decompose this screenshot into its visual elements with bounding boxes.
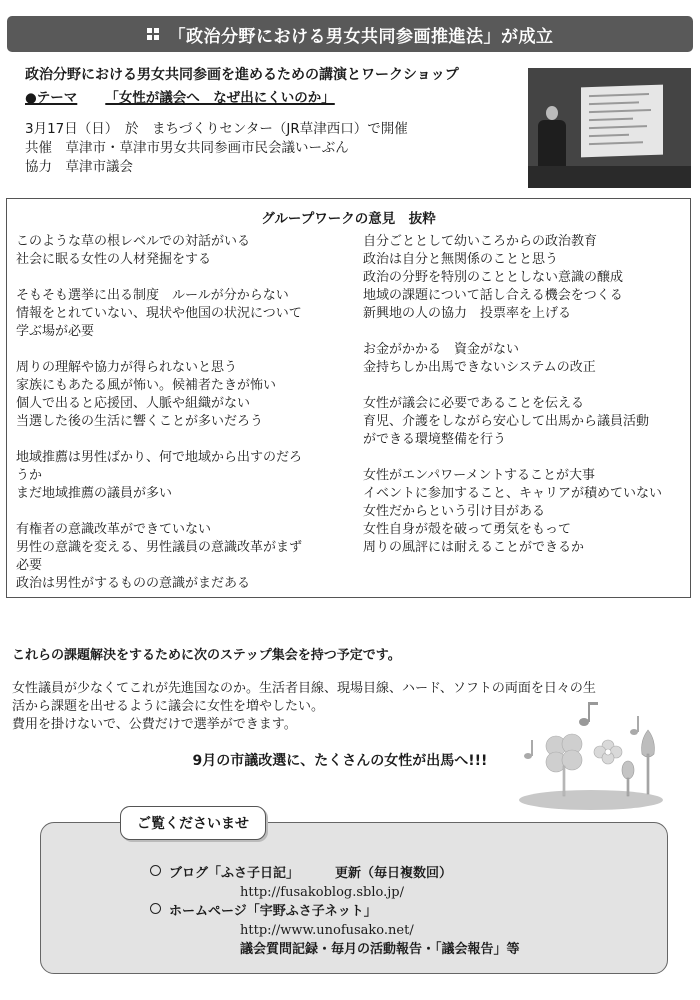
circle-bullet-icon [150, 903, 161, 914]
group-work-right-column [363, 233, 688, 575]
plan-line: 女性議員が少なくてこれが先進国なのか。生活者目線、現場目線、ハード、ソフトの両面を日々の生 [12, 681, 596, 696]
homepage-line [150, 902, 520, 921]
music-note-icon [579, 702, 598, 726]
homepage-contents: 議会質問記録・毎月の活動報告・「議会報告」等 [240, 942, 520, 957]
opinion-line: 育児、介護をしながら安心して出馬から議員活動 [363, 414, 650, 429]
opinion-line: 地域の課題について話し合える機会をつくる [363, 288, 623, 303]
opinion-line: このような草の根レベルでの対話がいる [16, 234, 251, 249]
homepage-url-link[interactable]: http://www.unofusako.net/ [240, 923, 414, 938]
opinion-group [16, 359, 351, 431]
opinion-line: ができる環境整備を行う [363, 432, 507, 447]
opinion-line: イベントに参加すること、キャリアが積めていない [363, 486, 663, 501]
event-subtitle: 政治分野における男女共同参画を進めるための講演とワークショップ [25, 67, 459, 83]
event-details [25, 120, 515, 177]
opinion-line: 女性がエンパワーメントすることが大事 [363, 468, 596, 483]
page-title-bar [7, 16, 693, 52]
music-note-icon [524, 740, 533, 759]
speaker-figure [546, 106, 558, 120]
opinion-line: 社会に眠る女性の人材発掘をする [16, 252, 212, 267]
event-cohost: 共催 草津市・草津市男女共同参画市民会議いーぶん [25, 140, 349, 156]
opinion-line: 周りの理解や協力が得られないと思う [16, 360, 238, 375]
opinion-group [16, 521, 351, 593]
opinion-line: 政治は自分と無関係のことと思う [363, 252, 559, 267]
opinion-line: 女性だからという引け目がある [363, 504, 546, 519]
blog-update: 更新（毎日複数回） [335, 866, 453, 881]
opinion-line: 当選した後の生活に響くことが多いだろう [16, 414, 264, 429]
opinion-line: 周りの風評には耐えることができるか [363, 540, 585, 555]
event-intro [25, 66, 515, 177]
group-work-title: グループワークの意見 抜粋 [261, 211, 436, 227]
opinion-line: そもそも選挙に出る制度 ルールが分からない [16, 288, 289, 303]
tulip-icon [642, 730, 655, 794]
blog-label: ブログ「ふさ子日記」 [169, 866, 300, 881]
plan-line: 活から課題を出せるように議会に女性を増やしたい。 [12, 699, 325, 714]
opinion-line: 必要 [16, 558, 43, 573]
election-announcement: 9月の市議改選に、たくさんの女性が出馬へ!!! [192, 753, 488, 769]
grid-icon [147, 28, 159, 40]
event-date-venue: 3月17日（日） 於 まちづくりセンター（JR草津西口）で開催 [25, 121, 408, 137]
contact-label: ご覧くださいませ [120, 806, 266, 840]
homepage-label: ホームページ「宇野ふさ子ネット」 [169, 904, 377, 919]
bud-icon [622, 761, 634, 796]
opinion-line: お金がかかる 資金がない [363, 342, 520, 357]
flower-music-illustration [516, 696, 666, 812]
opinion-group [363, 341, 688, 377]
opinion-line: 家族にもあたる風が怖い。候補者たきが怖い [16, 378, 277, 393]
opinion-line: 政治は男性がするものの意識がまだある [16, 576, 251, 591]
opinion-line: うか [16, 468, 43, 483]
opinion-line: 学ぶ場が必要 [16, 324, 95, 339]
opinion-line: 女性自身が殻を破って勇気をもって [363, 522, 572, 537]
contact-info [150, 864, 520, 959]
opinion-line: 地域推薦は男性ばかり、何で地域から出すのだろ [16, 450, 303, 465]
opinion-line: 男性の意識を変える、男性議員の意識改革がまず [16, 540, 303, 555]
projector-screen [581, 85, 663, 158]
lecture-photo [528, 68, 691, 188]
opinion-group [363, 467, 688, 557]
theme-text: 「女性が議会へ なぜ出にくいのか」 [105, 90, 335, 106]
opinion-group [363, 233, 688, 323]
opinion-group [16, 287, 351, 341]
blog-url-link[interactable]: http://fusakoblog.sblo.jp/ [240, 885, 404, 900]
group-work-box [6, 198, 691, 598]
group-work-left-column [16, 233, 351, 611]
opinion-line: 女性が議会に必要であることを伝える [363, 396, 585, 411]
flower-icon [594, 740, 622, 764]
event-cooperation: 協力 草津市議会 [25, 159, 133, 175]
plan-heading: これらの課題解決をするために次のステップ集会を持つ予定です。 [12, 648, 401, 663]
opinion-line: 新興地の人の協力 投票率を上げる [363, 306, 572, 321]
blog-line [150, 864, 520, 883]
page-title: 「政治分野における男女共同参画推進法」が成立 [168, 26, 554, 47]
opinion-line: 金持ちしか出馬できないシステムの改正 [363, 360, 596, 375]
opinion-line: まだ地域推薦の議員が多い [16, 486, 173, 501]
opinion-group [363, 395, 688, 449]
plan-line: 費用を掛けないで、公費だけで選挙ができます。 [12, 717, 297, 732]
theme-label: ●テーマ [25, 90, 78, 106]
clover-icon [546, 734, 582, 796]
music-note-icon [630, 716, 639, 735]
event-theme [25, 89, 515, 108]
opinion-line: 自分ごととして幼いころからの政治教育 [363, 234, 598, 249]
opinion-line: 情報をとれていない、現状や他国の状況について [16, 306, 302, 321]
opinion-group [16, 449, 351, 503]
opinion-line: 有権者の意識改革ができていない [16, 522, 212, 537]
opinion-group [16, 233, 351, 269]
opinion-line: 政治の分野を特別のこととしない意識の醸成 [363, 270, 624, 285]
opinion-line: 個人で出ると応援団、人脈や組織がない [16, 396, 251, 411]
circle-bullet-icon [150, 865, 161, 876]
